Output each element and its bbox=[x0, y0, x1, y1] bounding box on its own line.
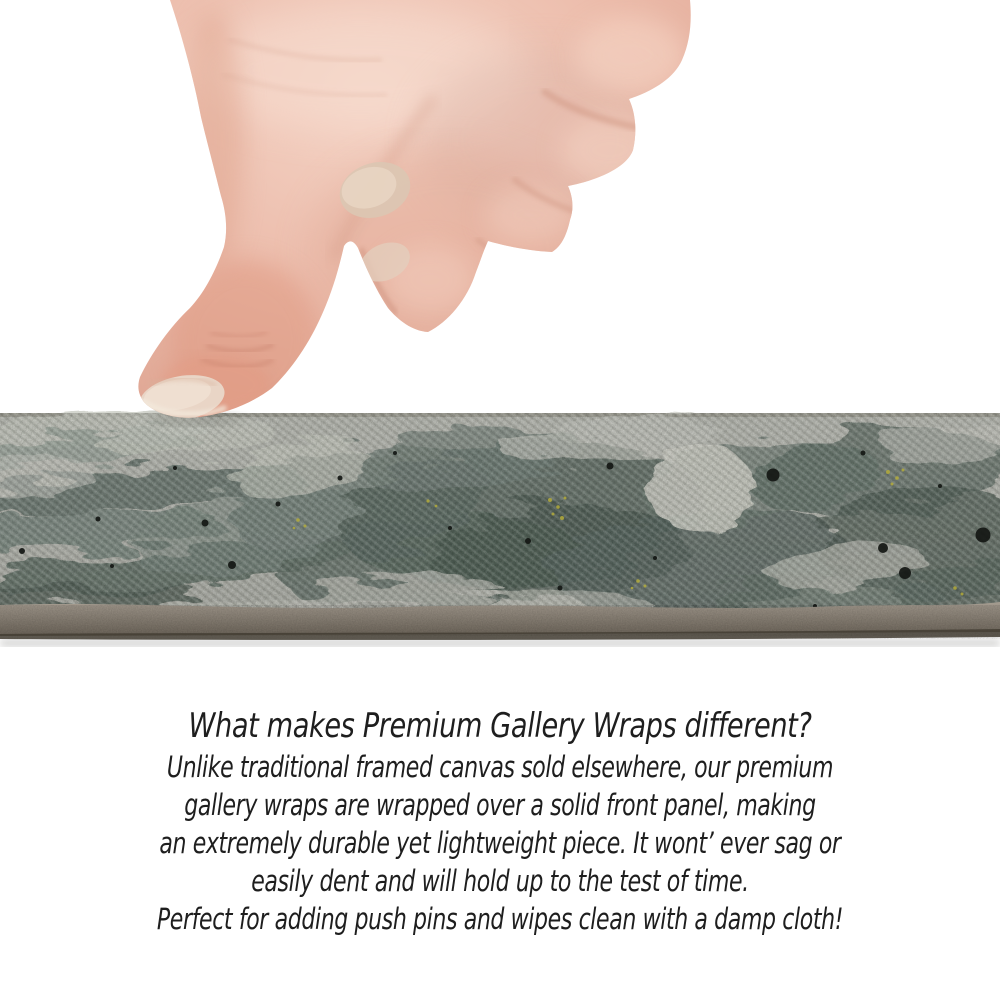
canvas-strip bbox=[0, 408, 1000, 658]
canvas-drop-shadow bbox=[0, 640, 1000, 646]
caption-line-4: easily dent and will hold up to the test of time. bbox=[251, 864, 749, 898]
caption-line-1: Unlike traditional framed canvas sold elsewhere, our premium bbox=[166, 750, 834, 784]
caption-block bbox=[0, 704, 1000, 938]
caption-line-2: gallery wraps are wrapped over a solid front panel, making bbox=[184, 788, 816, 822]
hand-shading bbox=[136, 10, 685, 427]
caption-line-5: Perfect for adding push pins and wipes clean with a damp cloth! bbox=[156, 902, 844, 936]
caption-line-3: an extremely durable yet lightweight piece. It wont’ ever sag or bbox=[159, 826, 841, 860]
caption-heading: What makes Premium Gallery Wraps different? bbox=[188, 706, 812, 746]
canvas-bottom-edge bbox=[0, 602, 1000, 646]
hand-photo bbox=[0, 0, 1000, 432]
